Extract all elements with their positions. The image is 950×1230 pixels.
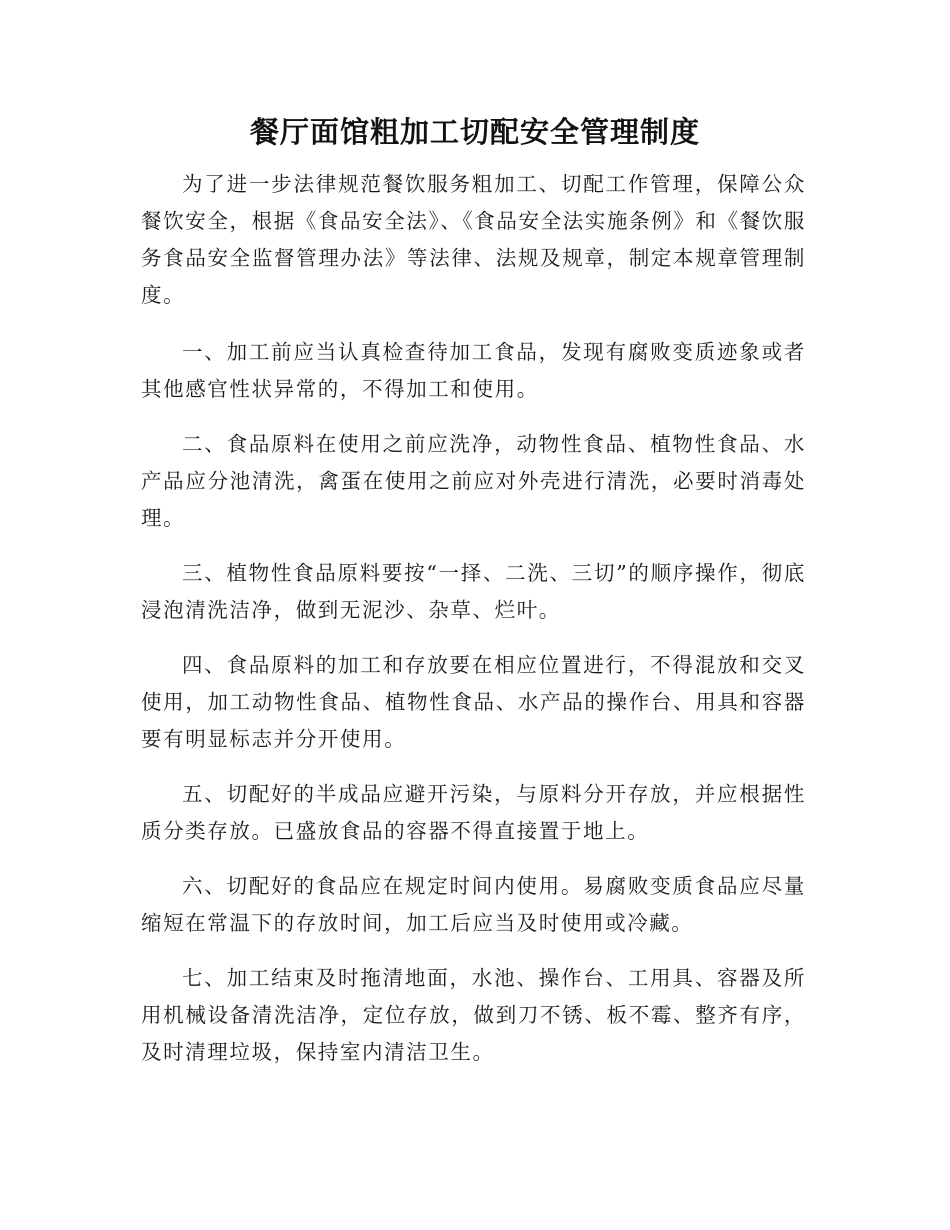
intro-paragraph: 为了进一步法律规范餐饮服务粗加工、切配工作管理，保障公众餐饮安全，根据《食品安全法》、《食品安全法实施条例》和《餐饮服务食品安全监督管理办法》等法律、法规及规章，制定本规章管理制度。 — [141, 172, 806, 307]
document-body — [141, 166, 806, 1089]
clause-paragraph: 七、加工结束及时拖清地面，水池、操作台、工用具、容器及所用机械设备清洗洁净，定位存放，做到刀不锈、板不霉、整齐有序，及时清理垃圾，保持室内清洁卫生。 — [141, 966, 806, 1064]
clause-paragraph: 四、食品原料的加工和存放要在相应位置进行，不得混放和交叉使用，加工动物性食品、植物性食品、水产品的操作台、用具和容器要有明显标志并分开使用。 — [141, 653, 806, 751]
document-title: 餐厅面馆粗加工切配安全管理制度 — [249, 115, 700, 149]
clause-paragraph: 五、切配好的半成品应避开污染，与原料分开存放，并应根据性质分类存放。已盛放食品的容器不得直接置于地上。 — [141, 782, 806, 843]
clause-paragraph: 六、切配好的食品应在规定时间内使用。易腐败变质食品应尽量缩短在常温下的存放时间，加工后应当及时使用或冷藏。 — [141, 874, 806, 935]
clause-paragraph: 二、食品原料在使用之前应洗净，动物性食品、植物性食品、水产品应分池清洗，禽蛋在使用之前应对外壳进行清洗，必要时消毒处理。 — [141, 432, 806, 530]
clause-paragraph: 一、加工前应当认真检查待加工食品，发现有腐败变质迹象或者其他感官性状异常的，不得加工和使用。 — [141, 340, 806, 401]
clause-paragraph: 三、植物性食品原料要按“一择、二洗、三切”的顺序操作，彻底浸泡清洗洁净，做到无泥沙、杂草、烂叶。 — [141, 561, 806, 622]
